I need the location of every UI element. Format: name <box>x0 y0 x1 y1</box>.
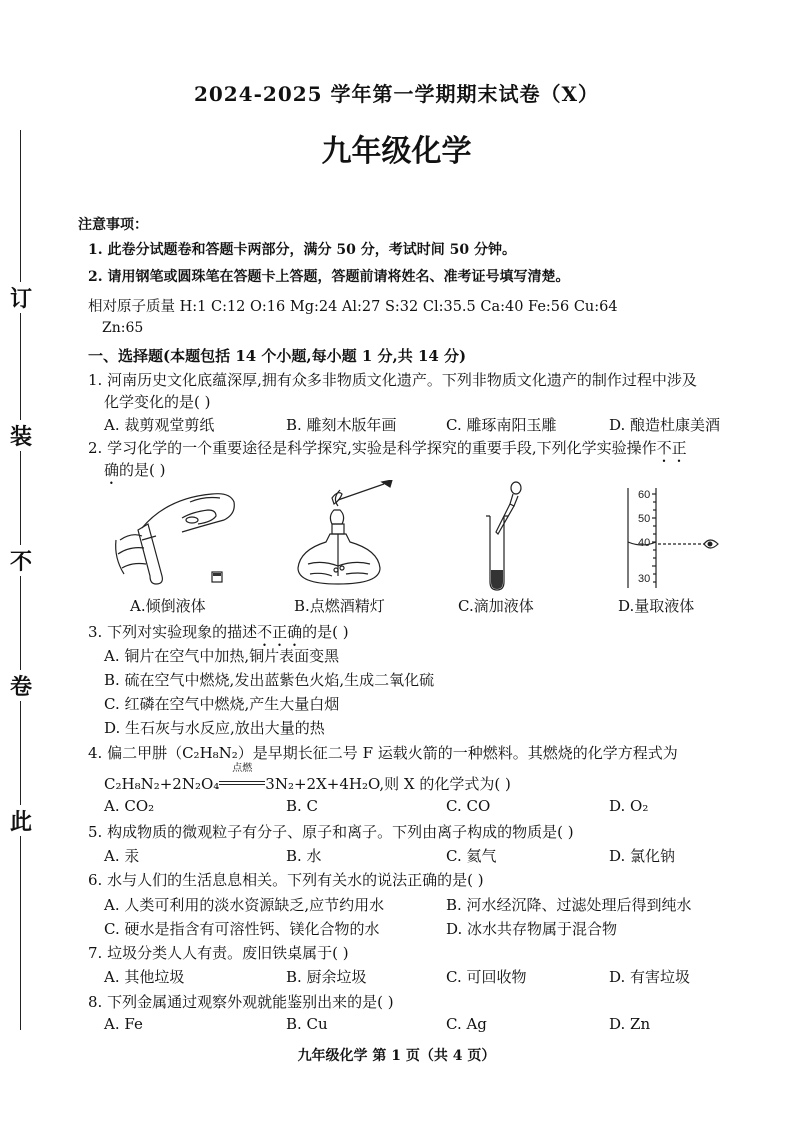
q5-option-a: A. 汞 <box>104 847 140 865</box>
figure-b-alcohol-lamp <box>292 480 412 592</box>
note-item-1: 1. 此卷分试题卷和答题卡两部分，满分 50 分，考试时间 50 分钟。 <box>88 242 516 258</box>
q4-stem-line-1: 4. 偏二甲肼（C₂H₈N₂）是早期长征二号 F 运载火箭的一种燃料。其燃烧的化学方程式为 <box>88 744 678 762</box>
q2-caption-a: A.倾倒液体 <box>130 597 206 615</box>
q5-option-c: C. 氦气 <box>446 847 497 865</box>
q7-option-b: B. 厨余垃圾 <box>286 968 367 986</box>
q3-stem-emphasis: 不正确 <box>257 623 303 641</box>
q2-stem-emphasis-2: 确 <box>104 461 120 479</box>
q4-option-c: C. CO <box>446 797 491 815</box>
figure-a-pouring-liquid <box>112 480 247 592</box>
q8-option-a: A. Fe <box>104 1015 143 1033</box>
q1-option-d: D. 酿造杜康美酒 <box>609 416 721 434</box>
q7-option-c: C. 可回收物 <box>446 968 527 986</box>
q2-caption-c: C.滴加液体 <box>458 597 534 615</box>
q1-option-a: A. 裁剪观堂剪纸 <box>104 416 215 434</box>
section-heading: 一、选择题(本题包括 14 个小题,每小题 1 分,共 14 分) <box>88 347 467 365</box>
note-item-2: 2. 请用钢笔或圆珠笔在答题卡上答题，答题前请将姓名、准考证号填写清楚。 <box>88 269 570 285</box>
q4-option-b: B. C <box>286 797 319 815</box>
q4-equation-right: 3N₂+2X+4H₂O,则 X 的化学式为( ) <box>265 775 511 793</box>
cylinder-tick-30: 30 <box>638 573 651 585</box>
q3-option-b: B. 硫在空气中燃烧,发出蓝紫色火焰,生成二氧化硫 <box>104 671 435 689</box>
q2-caption-d: D.量取液体 <box>618 597 695 615</box>
binding-char-1: 订 <box>8 282 34 313</box>
q4-equation-arrow <box>219 763 265 785</box>
atomic-masses-line-2: Zn:65 <box>102 320 144 336</box>
q2-caption-b: B.点燃酒精灯 <box>294 597 385 615</box>
q1-option-c: C. 雕琢南阳玉雕 <box>446 416 557 434</box>
q5-option-b: B. 水 <box>286 847 322 865</box>
binding-char-4: 卷 <box>8 670 34 701</box>
q6-option-c: C. 硬水是指含有可溶性钙、镁化合物的水 <box>104 920 380 938</box>
notes-heading: 注意事项： <box>78 217 148 233</box>
atomic-masses-line-1: 相对原子质量 H:1 C:12 O:16 Mg:24 Al:27 S:32 Cl:35.5 Ca:40 Fe:56 Cu:64 <box>88 299 618 315</box>
q6-option-b: B. 河水经沉降、过滤处理后得到纯水 <box>446 896 692 914</box>
q8-option-d: D. Zn <box>609 1015 651 1033</box>
cylinder-tick-40: 40 <box>638 537 651 549</box>
q6-option-d: D. 冰水共存物属于混合物 <box>446 920 618 938</box>
binding-char-3: 不 <box>8 545 34 576</box>
q5-option-d: D. 氯化钠 <box>609 847 676 865</box>
q4-equation-condition: 点燃 <box>232 763 253 774</box>
q2-stem-emphasis: 不正 <box>656 439 687 457</box>
q7-stem: 7. 垃圾分类人人有责。废旧铁桌属于( ) <box>88 944 349 962</box>
q4-equation <box>104 763 511 794</box>
binding-line <box>20 130 21 1030</box>
q4-equation-left: C₂H₈N₂+2N₂O₄ <box>104 775 220 793</box>
q3-option-d: D. 生石灰与水反应,放出大量的热 <box>104 719 325 737</box>
q7-option-d: D. 有害垃圾 <box>609 968 691 986</box>
figure-c-dropper <box>480 480 540 592</box>
q1-stem-line-2: 化学变化的是( ) <box>104 393 211 411</box>
exam-subtitle: 九年级化学 <box>321 134 472 169</box>
page-footer: 九年级化学 第 1 页（共 4 页） <box>297 1048 496 1064</box>
figure-d-graduated-cylinder <box>618 480 728 592</box>
q3-option-c: C. 红磷在空气中燃烧,产生大量白烟 <box>104 695 340 713</box>
q6-option-a: A. 人类可利用的淡水资源缺乏,应节约用水 <box>104 896 385 914</box>
cylinder-tick-60: 60 <box>638 489 651 501</box>
exam-title: 2024-2025 学年第一学期期末试卷（X） <box>193 82 600 106</box>
q8-stem: 8. 下列金属通过观察外观就能鉴别出来的是( ) <box>88 993 394 1011</box>
q4-option-d: D. O₂ <box>609 797 649 815</box>
q3-option-a: A. 铜片在空气中加热,铜片表面变黑 <box>104 647 340 665</box>
q7-option-a: A. 其他垃圾 <box>104 968 185 986</box>
q1-option-b: B. 雕刻木版年画 <box>286 416 397 434</box>
q8-option-b: B. Cu <box>286 1015 328 1033</box>
cylinder-tick-50: 50 <box>638 513 651 525</box>
q8-option-c: C. Ag <box>446 1015 487 1033</box>
q6-stem: 6. 水与人们的生活息息相关。下列有关水的说法正确的是( ) <box>88 871 484 889</box>
q4-option-a: A. CO₂ <box>104 797 155 815</box>
binding-char-5: 此 <box>8 805 34 836</box>
q2-stem-line-1 <box>88 437 687 466</box>
q1-stem-line-1: 1. 河南历史文化底蕴深厚,拥有众多非物质文化遗产。下列非物质文化遗产的制作过程中涉及 <box>88 371 697 389</box>
q2-stem-tail: 的是( ) <box>119 461 166 479</box>
q5-stem: 5. 构成物质的微观粒子有分子、原子和离子。下列由离子构成的物质是( ) <box>88 823 574 841</box>
binding-char-2: 装 <box>8 420 34 451</box>
q3-stem-text: 3. 下列对实验现象的描述 <box>88 623 258 641</box>
q2-stem-text: 2. 学习化学的一个重要途径是科学探究,实验是科学探究的重要手段,下列化学实验操作 <box>88 439 657 457</box>
q3-stem-tail: 的是( ) <box>302 623 349 641</box>
